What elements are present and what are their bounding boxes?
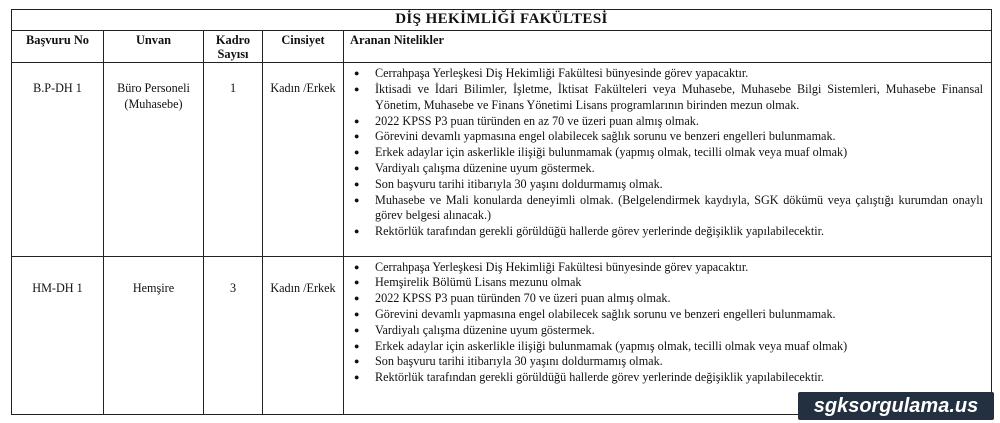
requirement-item: ● Erkek adaylar için askerlikle ilişiği bulunmamak (yapmış olmak, tecilli olmak veya muaf olmak)	[354, 145, 983, 161]
requirements-list	[354, 260, 983, 386]
requirement-item: ● 2022 KPSS P3 puan türünden en az 70 ve üzeri puan almış olmak.	[354, 114, 983, 130]
requirement-item: ● Görevini devamlı yapmasına engel olabilecek sağlık sorunu ve benzeri engelleri bulunmamak.	[354, 307, 983, 323]
quota-cell: 3	[204, 256, 263, 414]
requirement-item: ● Muhasebe ve Mali konularda deneyimli olmak. (Belgelendirmek kaydıyla, SGK dökümü veya çalıştığı kurumdan onaylı görev belgesi alınacak.)	[354, 193, 983, 225]
requirement-item: ● Vardiyalı çalışma düzenine uyum göstermek.	[354, 323, 983, 339]
requirement-item: ● Cerrahpaşa Yerleşkesi Diş Hekimliği Fakültesi bünyesinde görev yapacaktır.	[354, 66, 983, 82]
application-no-cell: B.P-DH 1	[12, 63, 104, 256]
requirements-cell	[344, 256, 992, 414]
header-row	[12, 31, 992, 63]
gender-cell: Kadın /Erkek	[263, 63, 344, 256]
quota-cell: 1	[204, 63, 263, 256]
requirements-list	[354, 66, 983, 240]
requirement-item: ● Erkek adaylar için askerlikle ilişiği bulunmamak (yapmış olmak, tecilli olmak veya muaf olmak)	[354, 339, 983, 355]
requirement-item: ● Görevini devamlı yapmasına engel olabilecek sağlık sorunu ve benzeri engelleri bulunmamak.	[354, 129, 983, 145]
gender-cell: Kadın /Erkek	[263, 256, 344, 414]
requirement-item: ● Rektörlük tarafından gerekli görüldüğü hallerde görev yerlerinde değişiklik yapılabilecektir.	[354, 370, 983, 386]
header-requirements: Aranan Nitelikler	[344, 31, 992, 63]
header-quota: Kadro Sayısı	[204, 31, 263, 63]
requirement-item: ● Rektörlük tarafından gerekli görüldüğü hallerde görev yerlerinde değişiklik yapılabilecektir.	[354, 224, 983, 240]
header-application-no: Başvuru No	[12, 31, 104, 63]
header-gender: Cinsiyet	[263, 31, 344, 63]
requirement-item: ● İktisadi ve İdari Bilimler, İşletme, İktisat Fakülteleri veya Muhasebe, Muhasebe Bilgi Sistemleri, Muhasebe Finansal Yönetim, Muhasebe ve Finans Yönetimi Lisans programlarının birinden mezun olmak.	[354, 82, 983, 114]
requirement-item: ● Son başvuru tarihi itibarıyla 30 yaşını doldurmamış olmak.	[354, 177, 983, 193]
requirement-item: ● Son başvuru tarihi itibarıyla 30 yaşını doldurmamış olmak.	[354, 354, 983, 370]
requirement-item: ● Hemşirelik Bölümü Lisans mezunu olmak	[354, 275, 983, 291]
document-title: DİŞ HEKİMLİĞİ FAKÜLTESİ	[12, 10, 992, 31]
requirement-item: ● Vardiyalı çalışma düzenine uyum göstermek.	[354, 161, 983, 177]
watermark-label: sgksorgulama.us	[798, 392, 994, 420]
position-cell: Hemşire	[104, 256, 204, 414]
application-no-cell: HM-DH 1	[12, 256, 104, 414]
table-row	[12, 63, 992, 256]
job-listing-table	[11, 9, 992, 415]
requirement-item: ● 2022 KPSS P3 puan türünden 70 ve üzeri puan almış olmak.	[354, 291, 983, 307]
header-position: Unvan	[104, 31, 204, 63]
table-row	[12, 256, 992, 414]
requirements-cell	[344, 63, 992, 256]
position-cell: Büro Personeli (Muhasebe)	[104, 63, 204, 256]
requirement-item: ● Cerrahpaşa Yerleşkesi Diş Hekimliği Fakültesi bünyesinde görev yapacaktır.	[354, 260, 983, 276]
